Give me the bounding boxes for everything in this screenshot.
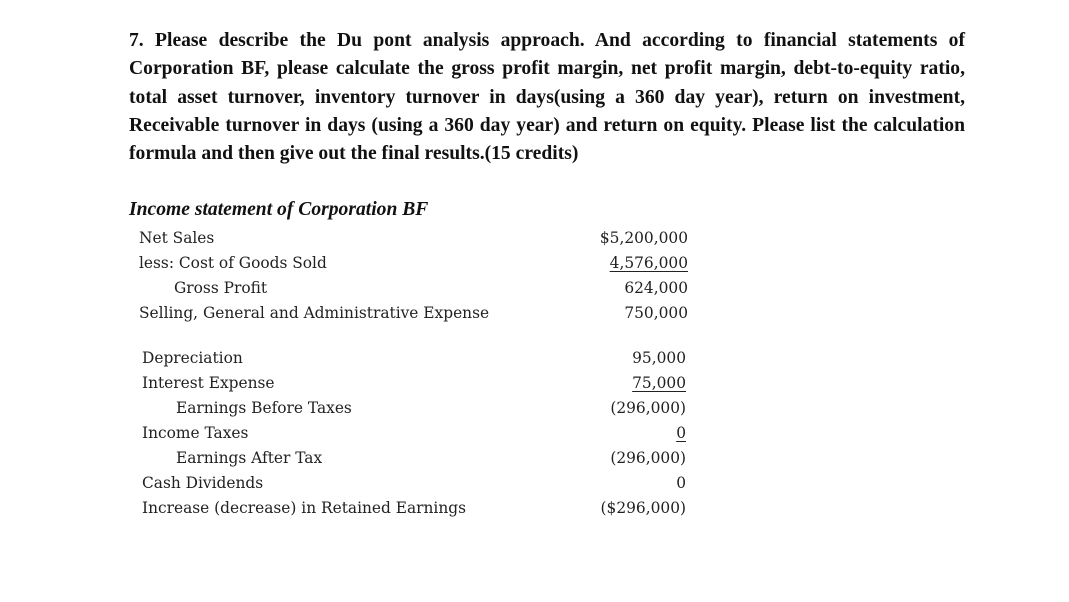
row-label: Cash Dividends — [142, 474, 264, 492]
row-label: Selling, General and Administrative Expense — [139, 304, 490, 322]
row-value: 4,576,000 — [609, 254, 688, 272]
row-value: 0 — [676, 424, 686, 442]
row-interest-expense — [0, 371, 1069, 395]
row-net-sales — [0, 226, 1069, 250]
row-value: 0 — [676, 474, 686, 492]
row-earnings-before-taxes — [0, 396, 1069, 420]
row-value: 624,000 — [624, 279, 688, 297]
row-value: $5,200,000 — [599, 229, 688, 247]
row-cost-of-goods-sold — [0, 251, 1069, 275]
row-label: less: Cost of Goods Sold — [139, 254, 327, 272]
row-label: Interest Expense — [142, 374, 275, 392]
row-label: Depreciation — [142, 349, 243, 367]
row-label: Income Taxes — [142, 424, 249, 442]
row-gross-profit — [0, 276, 1069, 300]
row-cash-dividends — [0, 471, 1069, 495]
row-value: ($296,000) — [600, 499, 686, 517]
question-text: 7. Please describe the Du pont analysis approach. And according to financial statements of Corporation BF, please calculate the gross profit margin, net profit margin, debt-to-equity ratio, total asset turnover, inventory turnover in days(using a 360 day year), return on investment, Receivable turnover in days (using a 360 day year) and return on equity. Please list the calculation formula and then give out the final results.(15 credits) — [129, 30, 965, 165]
row-earnings-after-tax — [0, 446, 1069, 470]
row-income-taxes — [0, 421, 1069, 445]
income-statement-title: Income statement of Corporation BF — [129, 199, 429, 220]
row-label: Earnings Before Taxes — [176, 399, 352, 417]
row-label: Gross Profit — [174, 279, 268, 297]
row-value: (296,000) — [610, 399, 686, 417]
row-label: Earnings After Tax — [176, 449, 323, 467]
row-value: 75,000 — [632, 374, 686, 392]
row-label: Net Sales — [139, 229, 215, 247]
row-depreciation — [0, 346, 1069, 370]
row-sga-expense — [0, 301, 1069, 325]
row-value: 750,000 — [624, 304, 688, 322]
row-value: (296,000) — [610, 449, 686, 467]
row-value: 95,000 — [632, 349, 686, 367]
row-retained-earnings-change — [0, 496, 1069, 520]
row-label: Increase (decrease) in Retained Earnings — [142, 499, 467, 517]
